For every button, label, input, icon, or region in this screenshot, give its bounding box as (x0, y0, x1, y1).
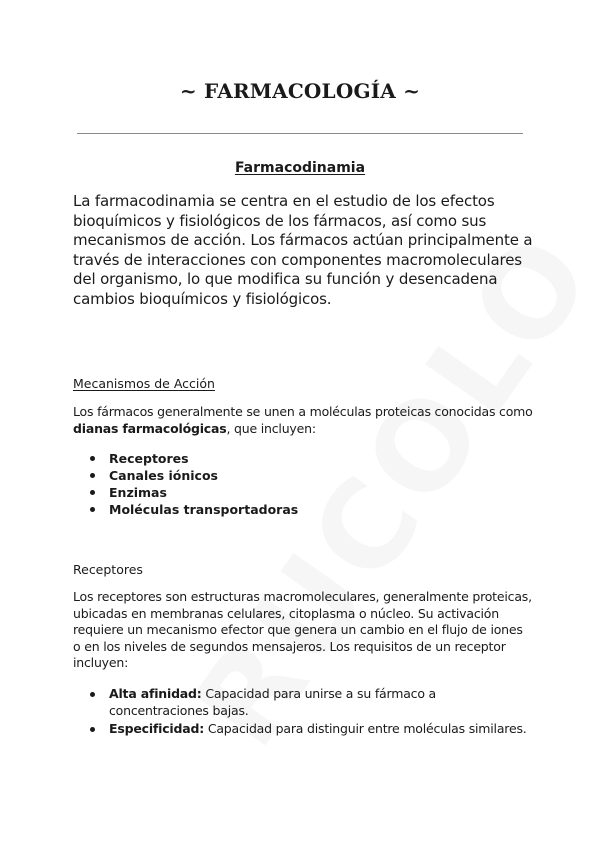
bullet-icon (90, 490, 95, 495)
bullet-icon (90, 473, 95, 478)
section-title: Farmacodinamia (234, 160, 366, 176)
mechanisms-text-before: Los fármacos generalmente se unen a moléculas proteicas conocidas como (73, 404, 533, 419)
title-divider (77, 133, 523, 134)
list-item: Especificidad: Capacidad para distinguir entre moléculas similares. (73, 721, 533, 738)
list-item: Moléculas transportadoras (73, 501, 533, 518)
list-item: Receptores (73, 450, 533, 467)
list-item: Canales iónicos (73, 467, 533, 484)
receptors-paragraph: Los receptores son estructuras macromoleculares, generalmente proteicas, ubicadas en membranas celulares, citoplasma o núcleo. Su activación requiere un mecanismo efector que genera un cambio en el flujo de iones o en los niveles de segundos mensajeros. Los requisitos de un receptor incluyen: (73, 589, 532, 670)
bullet-icon (90, 727, 95, 732)
intro-paragraph: La farmacodinamia se centra en el estudio de los efectos bioquímicos y fisiológicos de los fármacos, así como sus mecanismos de acción. Los fármacos actúan principalmente a través de interacciones con componentes macromoleculares del organismo, lo que modifica su función y desencadena cambios bioquímicos y fisiológicos. (73, 192, 533, 308)
mechanisms-paragraph (73, 404, 533, 437)
mechanisms-text-bold: dianas farmacológicas (73, 420, 227, 436)
bullet-icon (90, 507, 95, 512)
list-item: Alta afinidad: Capacidad para unirse a su fármaco a concentraciones bajas. (73, 686, 533, 719)
bullet-icon (90, 692, 95, 697)
bullet-icon (90, 456, 95, 461)
targets-list (73, 450, 533, 518)
mechanisms-heading: Mecanismos de Acción (73, 376, 215, 391)
receptors-heading: Receptores (73, 562, 143, 577)
page-title: ~ FARMACOLOGÍA ~ (179, 79, 421, 103)
requirements-list (73, 686, 533, 740)
list-item: Enzimas (73, 484, 533, 501)
mechanisms-text-after: , que incluyen: (226, 420, 316, 436)
